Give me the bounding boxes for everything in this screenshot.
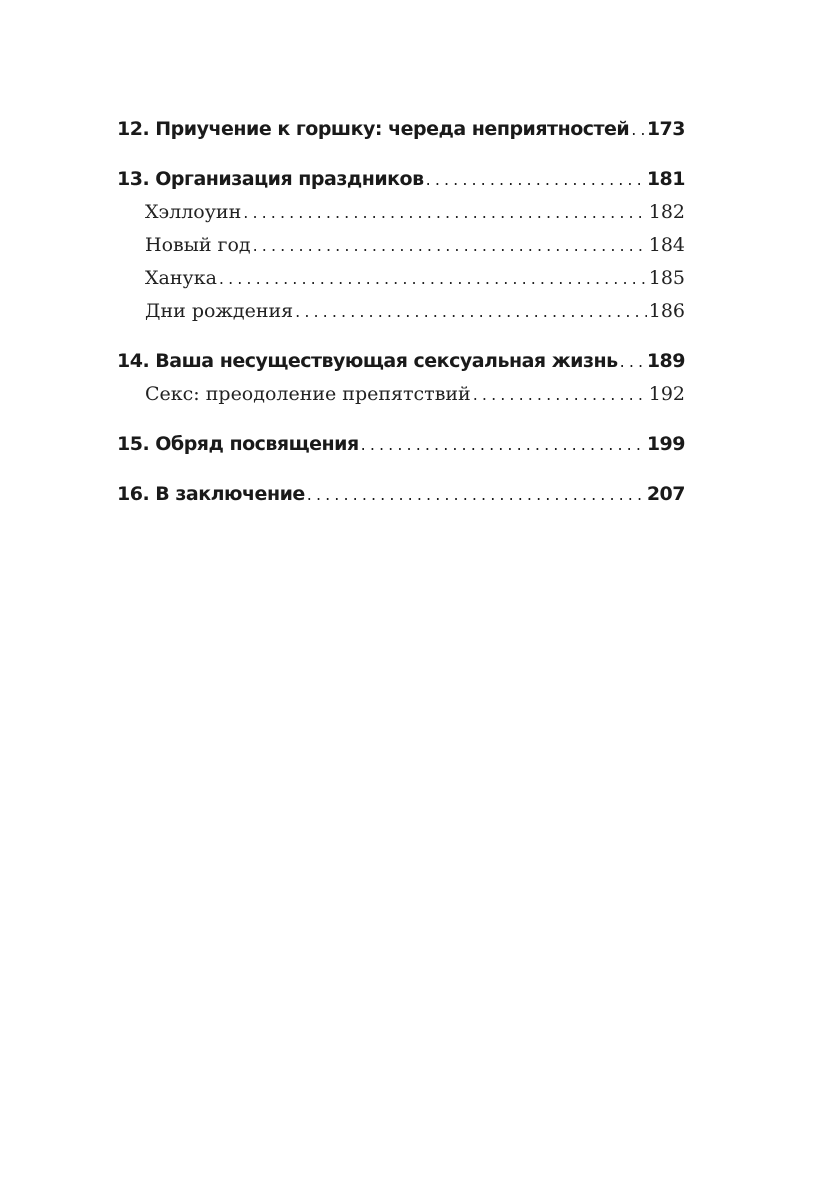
toc-entry-title: 16. В заключение (117, 483, 305, 505)
toc-entry-chapter-15 (117, 428, 685, 461)
dot-leader (473, 378, 647, 411)
toc-entry-section (117, 378, 685, 411)
toc-entry-page: 189 (646, 350, 685, 372)
dot-leader (620, 345, 645, 378)
toc-entry-page: 192 (648, 383, 685, 405)
toc-entry-title: 15. Обряд посвящения (117, 433, 359, 455)
toc-entry-title: Дни рождения (145, 300, 294, 322)
toc-entry-title: 13. Организация праздников (117, 168, 424, 190)
table-of-contents (117, 113, 685, 511)
dot-leader (631, 113, 645, 146)
toc-entry-title: Секс: преодоление препятствий (145, 383, 471, 405)
toc-entry-chapter-12 (117, 113, 685, 146)
toc-entry-title: Ханука (145, 267, 217, 289)
dot-leader (253, 229, 647, 262)
toc-entry-chapter-13 (117, 163, 685, 196)
dot-leader (295, 295, 647, 328)
toc-entry-page: 182 (648, 201, 685, 223)
dot-leader (243, 196, 646, 229)
toc-entry-title: 14. Ваша несуществующая сексуальная жизнь (117, 350, 618, 372)
toc-entry-section (117, 262, 685, 295)
dot-leader (219, 262, 647, 295)
toc-entry-title: Новый год (145, 234, 251, 256)
toc-entry-page: 173 (646, 118, 685, 140)
toc-entry-page: 185 (648, 267, 685, 289)
toc-entry-title: Хэллоуин (145, 201, 242, 223)
toc-entry-page: 207 (646, 483, 685, 505)
dot-leader (426, 163, 645, 196)
dot-leader (361, 428, 645, 461)
toc-entry-page: 184 (648, 234, 685, 256)
toc-entry-page: 186 (648, 300, 685, 322)
toc-entry-section (117, 196, 685, 229)
toc-entry-chapter-14 (117, 345, 685, 378)
toc-entry-section (117, 295, 685, 328)
dot-leader (307, 478, 645, 511)
toc-entry-section (117, 229, 685, 262)
toc-entry-chapter-16 (117, 478, 685, 511)
toc-entry-page: 199 (646, 433, 685, 455)
toc-entry-title: 12. Приучение к горшку: череда неприятностей (117, 118, 630, 140)
toc-entry-page: 181 (646, 168, 685, 190)
